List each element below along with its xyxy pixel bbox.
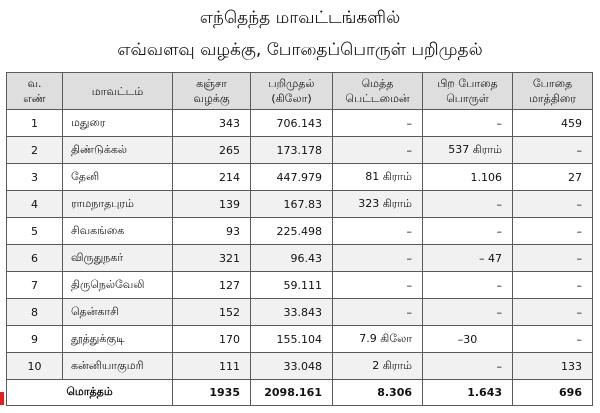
table-row bbox=[7, 164, 593, 191]
cases-cell: 152 bbox=[173, 299, 251, 326]
serial-cell: 5 bbox=[7, 218, 63, 245]
cases-cell: 321 bbox=[173, 245, 251, 272]
other-cell: – bbox=[423, 218, 513, 245]
cases-cell: 93 bbox=[173, 218, 251, 245]
other-cell: 537 கிராம் bbox=[423, 137, 513, 164]
cases-cell: 265 bbox=[173, 137, 251, 164]
table-row bbox=[7, 137, 593, 164]
meth-cell: 7.9 கிலோ bbox=[333, 326, 423, 353]
district-cell: கன்னியாகுமரி bbox=[63, 353, 173, 380]
other-cell: – bbox=[423, 191, 513, 218]
header-drug-pills: போதை மாத்திரை bbox=[513, 73, 593, 110]
serial-cell: 8 bbox=[7, 299, 63, 326]
pills-cell: 27 bbox=[513, 164, 593, 191]
table-row bbox=[7, 110, 593, 137]
serial-cell: 1 bbox=[7, 110, 63, 137]
seized-cell: 59.111 bbox=[251, 272, 333, 299]
meth-cell: – bbox=[333, 137, 423, 164]
seized-cell: 96.43 bbox=[251, 245, 333, 272]
meth-cell: – bbox=[333, 245, 423, 272]
header-row bbox=[7, 73, 593, 110]
serial-cell: 10 bbox=[7, 353, 63, 380]
table-row bbox=[7, 353, 593, 380]
header-other-drugs: பிற போதை பொருள் bbox=[423, 73, 513, 110]
serial-cell: 6 bbox=[7, 245, 63, 272]
serial-cell: 9 bbox=[7, 326, 63, 353]
table-row bbox=[7, 218, 593, 245]
district-cell: மதுரை bbox=[63, 110, 173, 137]
table-row bbox=[7, 299, 593, 326]
seized-cell: 447.979 bbox=[251, 164, 333, 191]
other-cell: – bbox=[423, 299, 513, 326]
cases-cell: 170 bbox=[173, 326, 251, 353]
seized-cell: 167.83 bbox=[251, 191, 333, 218]
seized-cell: 225.498 bbox=[251, 218, 333, 245]
pills-cell: – bbox=[513, 272, 593, 299]
total-row bbox=[7, 380, 593, 406]
table-row bbox=[7, 245, 593, 272]
district-cell: தேனி bbox=[63, 164, 173, 191]
title-line-2: எவ்வளவு வழக்கு, போதைப்பொருள் பறிமுதல் bbox=[117, 40, 483, 60]
seized-cell: 706.143 bbox=[251, 110, 333, 137]
header-serial: வ. எண் bbox=[7, 73, 63, 110]
edge-marker bbox=[0, 392, 4, 405]
pills-cell: – bbox=[513, 218, 593, 245]
table-row bbox=[7, 272, 593, 299]
total-cases: 1935 bbox=[173, 380, 251, 406]
other-cell: – bbox=[423, 110, 513, 137]
pills-cell: 133 bbox=[513, 353, 593, 380]
district-cell: தென்காசி bbox=[63, 299, 173, 326]
other-cell: – bbox=[423, 272, 513, 299]
district-cell: திருநெல்வேலி bbox=[63, 272, 173, 299]
other-cell: 1.106 bbox=[423, 164, 513, 191]
pills-cell: – bbox=[513, 137, 593, 164]
other-cell: –30 bbox=[423, 326, 513, 353]
serial-cell: 7 bbox=[7, 272, 63, 299]
district-cell: விருதுநகர் bbox=[63, 245, 173, 272]
cases-cell: 214 bbox=[173, 164, 251, 191]
total-label: மொத்தம் bbox=[7, 380, 173, 406]
seized-cell: 173.178 bbox=[251, 137, 333, 164]
cases-cell: 139 bbox=[173, 191, 251, 218]
cases-cell: 111 bbox=[173, 353, 251, 380]
pills-cell: – bbox=[513, 326, 593, 353]
district-cell: திண்டுக்கல் bbox=[63, 137, 173, 164]
cases-cell: 343 bbox=[173, 110, 251, 137]
meth-cell: 323 கிராம் bbox=[333, 191, 423, 218]
header-methamphetamine: மெத்த பெட்டமைன் bbox=[333, 73, 423, 110]
title-line-1: எந்தெந்த மாவட்டங்களில் bbox=[199, 8, 401, 28]
serial-cell: 2 bbox=[7, 137, 63, 164]
pills-cell: – bbox=[513, 245, 593, 272]
district-cell: தூத்துக்குடி bbox=[63, 326, 173, 353]
header-ganja-cases: கஞ்சா வழக்கு bbox=[173, 73, 251, 110]
pills-cell: 459 bbox=[513, 110, 593, 137]
other-cell: – 47 bbox=[423, 245, 513, 272]
seized-cell: 33.048 bbox=[251, 353, 333, 380]
total-seized: 2098.161 bbox=[251, 380, 333, 406]
serial-cell: 3 bbox=[7, 164, 63, 191]
district-cell: ராமநாதபுரம் bbox=[63, 191, 173, 218]
drug-seizure-table bbox=[6, 72, 593, 406]
pills-cell: – bbox=[513, 191, 593, 218]
district-cell: சிவகங்கை bbox=[63, 218, 173, 245]
meth-cell: 2 கிராம் bbox=[333, 353, 423, 380]
total-pills: 696 bbox=[513, 380, 593, 406]
total-meth: 8.306 bbox=[333, 380, 423, 406]
meth-cell: – bbox=[333, 218, 423, 245]
table-row bbox=[7, 326, 593, 353]
meth-cell: 81 கிராம் bbox=[333, 164, 423, 191]
table-row bbox=[7, 191, 593, 218]
header-district: மாவட்டம் bbox=[63, 73, 173, 110]
meth-cell: – bbox=[333, 299, 423, 326]
serial-cell: 4 bbox=[7, 191, 63, 218]
total-other: 1.643 bbox=[423, 380, 513, 406]
seized-cell: 155.104 bbox=[251, 326, 333, 353]
seized-cell: 33.843 bbox=[251, 299, 333, 326]
meth-cell: – bbox=[333, 272, 423, 299]
header-seized-kg: பறிமுதல் (கிலோ) bbox=[251, 73, 333, 110]
meth-cell: – bbox=[333, 110, 423, 137]
other-cell: – bbox=[423, 353, 513, 380]
cases-cell: 127 bbox=[173, 272, 251, 299]
pills-cell: – bbox=[513, 299, 593, 326]
